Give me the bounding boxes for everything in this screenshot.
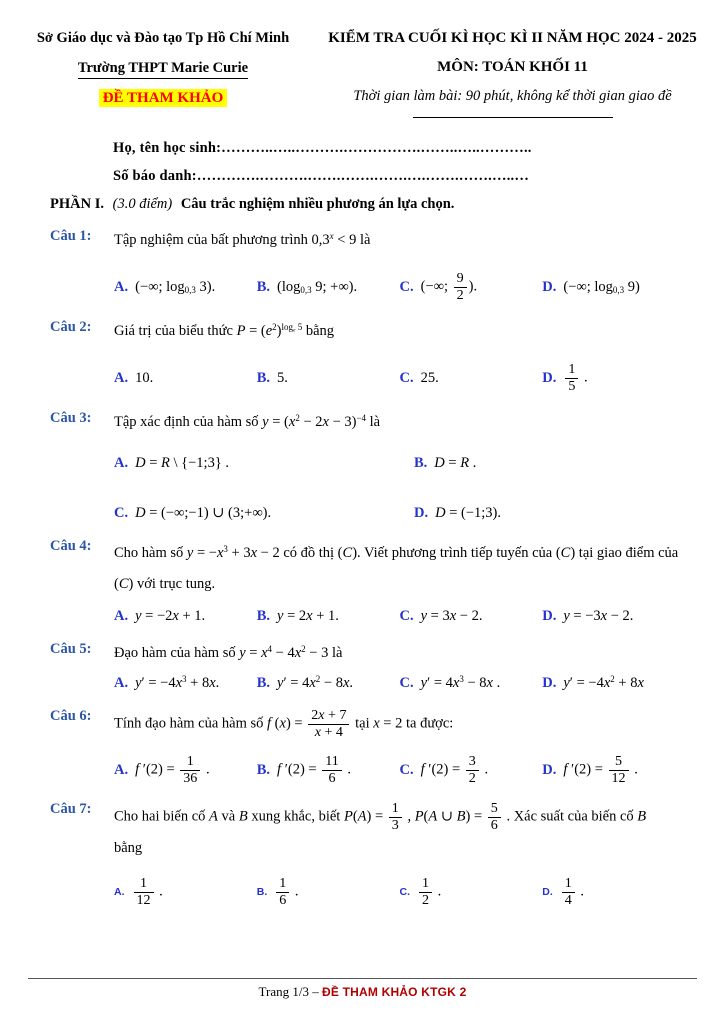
option-formula: ($\log_{0,3}$ 9; +∞). (277, 279, 358, 296)
option-b (257, 754, 400, 787)
option-formula: (−∞; $\log_{0,3} 9$) (563, 279, 640, 296)
option-formula: y = −3x − 2. (563, 607, 634, 624)
option-letter: D. (542, 674, 557, 691)
option-d (542, 278, 685, 298)
option-formula: y = −2x + 1. (135, 607, 206, 624)
student-id-line: Số báo danh:………….……….…….…….…….….…….…….…..… (113, 168, 530, 184)
option-b (257, 673, 400, 693)
questions-list (50, 228, 685, 908)
question-4 (50, 538, 685, 626)
option-formula: $y' = 4x^2 - 8x$. (277, 673, 354, 691)
option-a (114, 673, 257, 693)
question-3-options (114, 453, 685, 523)
option-letter: D. (542, 886, 553, 899)
question-7-number: Câu 7: (50, 801, 92, 818)
option-b (257, 876, 400, 909)
question-6-options (114, 754, 685, 787)
option-formula: (−∞; $\frac{9}{2}$ ). (420, 270, 478, 304)
option-c (400, 369, 543, 389)
option-d (542, 673, 685, 693)
header-left-block (12, 30, 314, 120)
question-5 (50, 641, 685, 693)
option-letter: B. (256, 607, 271, 624)
page-footer (28, 978, 697, 1000)
question-3-prompt: Tập xác định của hàm số $y = (x^2 - 2x - 3)^{-4}$ là (114, 412, 381, 430)
option-formula: $\frac{1}{4}$ . (560, 876, 584, 909)
option-letter: A. (114, 279, 129, 296)
option-formula: f ′(2) = $\frac{1}{36}$ . (135, 752, 210, 786)
option-c (400, 754, 543, 787)
question-4-prompt: Cho hàm số $y = -x^3 + 3x - 2$ có đồ thị (C). Viết phương trình tiếp tuyến của (C) tại giao điểm của (C) với trục tung. (114, 544, 679, 592)
option-a (114, 876, 257, 909)
option-c (400, 606, 543, 626)
exam-tag-wrap (12, 90, 314, 107)
exam-title: KIỂM TRA CUỐI KÌ HỌC KÌ II NĂM HỌC 2024 - 2025 (328, 30, 697, 46)
option-formula: $y' = 4x^3 - 8x$ . (420, 673, 501, 691)
option-letter: C. (399, 607, 414, 624)
question-6-number: Câu 6: (50, 708, 92, 725)
option-formula: y = 3x − 2. (420, 607, 483, 624)
option-letter: B. (256, 886, 268, 899)
option-c (400, 876, 543, 909)
option-b (257, 606, 400, 626)
part-1-heading (50, 196, 725, 213)
question-1-number: Câu 1: (50, 228, 92, 244)
option-a (114, 606, 257, 626)
header-rule (413, 117, 613, 118)
option-letter: C. (399, 279, 414, 296)
option-letter: B. (256, 674, 271, 691)
question-5-number: Câu 5: (50, 641, 92, 657)
question-2 (50, 319, 685, 395)
option-formula: $\frac{1}{5}$ . (563, 362, 587, 395)
option-letter: A. (114, 607, 129, 624)
question-1 (50, 228, 685, 304)
footer-rule (28, 978, 697, 979)
question-3-number: Câu 3: (50, 409, 92, 426)
option-formula: 25. (420, 370, 439, 386)
option-letter: D. (414, 504, 429, 521)
option-letter: C. (399, 370, 414, 386)
option-letter: D. (542, 607, 557, 624)
option-letter: D. (542, 279, 557, 296)
option-formula: D = (−∞;−1) ∪ (3;+∞). (135, 504, 272, 521)
question-3 (50, 410, 685, 523)
option-letter: D. (542, 761, 557, 778)
option-formula: D = (−1;3). (435, 504, 502, 521)
question-7 (50, 801, 685, 908)
option-formula: f ′(2) = $\frac{5}{12}$ . (563, 752, 638, 786)
option-letter: B. (414, 454, 428, 471)
exam-header (0, 0, 725, 120)
question-2-options (114, 362, 685, 395)
question-4-number: Câu 4: (50, 538, 92, 555)
option-formula: D = R \ {−1;3} . (135, 454, 230, 471)
question-1-options (114, 271, 685, 304)
option-d (542, 362, 685, 395)
header-right-block (314, 30, 711, 120)
option-letter: C. (399, 886, 410, 899)
option-d (542, 876, 685, 909)
option-letter: C. (399, 674, 414, 691)
option-formula: (−∞; $\log_{0,3} 3$). (135, 279, 216, 296)
option-a (114, 278, 257, 298)
option-formula: f ′(2) = $\frac{11}{6}$ . (277, 752, 351, 786)
student-name-line: Họ, tên học sinh:………..…..……….…………….……..…..……….. (113, 140, 532, 156)
option-d (414, 503, 685, 523)
option-letter: B. (256, 370, 271, 386)
option-letter: A. (114, 370, 129, 386)
option-formula: f ′(2) = $\frac{3}{2}$ . (420, 752, 489, 786)
footer-text (28, 984, 697, 1000)
option-c (400, 673, 543, 693)
option-letter: C. (114, 504, 129, 521)
option-formula: $y' = -4x^2 + 8x$ (563, 673, 644, 691)
option-a (114, 754, 257, 787)
option-formula: $\frac{1}{6}$ . (274, 876, 298, 909)
option-letter: A. (114, 674, 129, 691)
option-letter: A. (114, 761, 129, 778)
option-d (542, 754, 685, 787)
part-label: PHẦN I. (50, 196, 104, 212)
question-4-options (114, 606, 685, 626)
option-formula: D = R . (434, 454, 477, 471)
part-points: (3.0 điểm) (112, 196, 173, 212)
option-a (114, 369, 257, 389)
exam-subject: MÔN: TOÁN KHỐI 11 (437, 59, 588, 75)
option-formula: $\frac{1}{2}$ . (417, 876, 441, 909)
student-info (113, 140, 725, 185)
part-description: Câu trắc nghiệm nhiều phương án lựa chọn. (180, 196, 455, 212)
footer-brand: ĐỀ THAM KHẢO KTGK 2 (321, 985, 467, 999)
department-name: Sở Giáo dục và Đào tạo Tp Hồ Chí Minh (36, 30, 290, 46)
exam-tag: ĐỀ THAM KHẢO (99, 89, 228, 107)
option-letter: A. (114, 454, 129, 471)
question-5-options (114, 673, 685, 693)
option-letter: C. (399, 761, 414, 778)
question-6 (50, 708, 685, 786)
option-letter: B. (256, 279, 271, 296)
question-5-prompt: Đạo hàm của hàm số $y = x^4 - 4x^2 - 3$ là (114, 644, 343, 661)
option-letter: A. (114, 886, 125, 899)
option-formula: $\frac{1}{12}$ . (132, 876, 163, 909)
question-7-options (114, 876, 685, 909)
option-formula: $y' = -4x^3 + 8x$. (135, 673, 220, 691)
option-a (114, 453, 414, 473)
exam-duration: Thời gian làm bài: 90 phút, không kể thời gian giao đề (353, 88, 672, 104)
option-d (542, 606, 685, 626)
question-7-prompt: Cho hai biến cố A và B xung khắc, biết P(A) = $\frac{1}{3}$ , P(A ∪ B) = $\frac{5}{6}$ . Xác suất của biến cố B bằng (114, 800, 647, 856)
footer-page-number: Trang 1/3 – (258, 984, 322, 999)
question-2-number: Câu 2: (50, 318, 92, 335)
option-c (114, 503, 414, 523)
question-2-prompt: Giá trị của biểu thức $P = (e^2)^{log_e 5}$ bằng (114, 321, 335, 339)
option-b (414, 453, 685, 473)
option-formula: y = 2x + 1. (277, 607, 339, 624)
option-formula: 5. (277, 370, 288, 386)
option-b (257, 278, 400, 298)
school-name: Trường THPT Marie Curie (12, 60, 314, 77)
option-b (257, 369, 400, 389)
option-formula: 10. (135, 370, 154, 386)
question-1-prompt: Tập nghiệm của bất phương trình $0,3^x < 9$ là (114, 231, 371, 248)
question-6-prompt: Tính đạo hàm của hàm số f (x) = $\frac{2x + 7}{x + 4}$ tại x = 2 ta được: (114, 707, 454, 741)
option-letter: D. (542, 370, 557, 386)
option-c (400, 271, 543, 304)
option-letter: B. (256, 761, 271, 778)
